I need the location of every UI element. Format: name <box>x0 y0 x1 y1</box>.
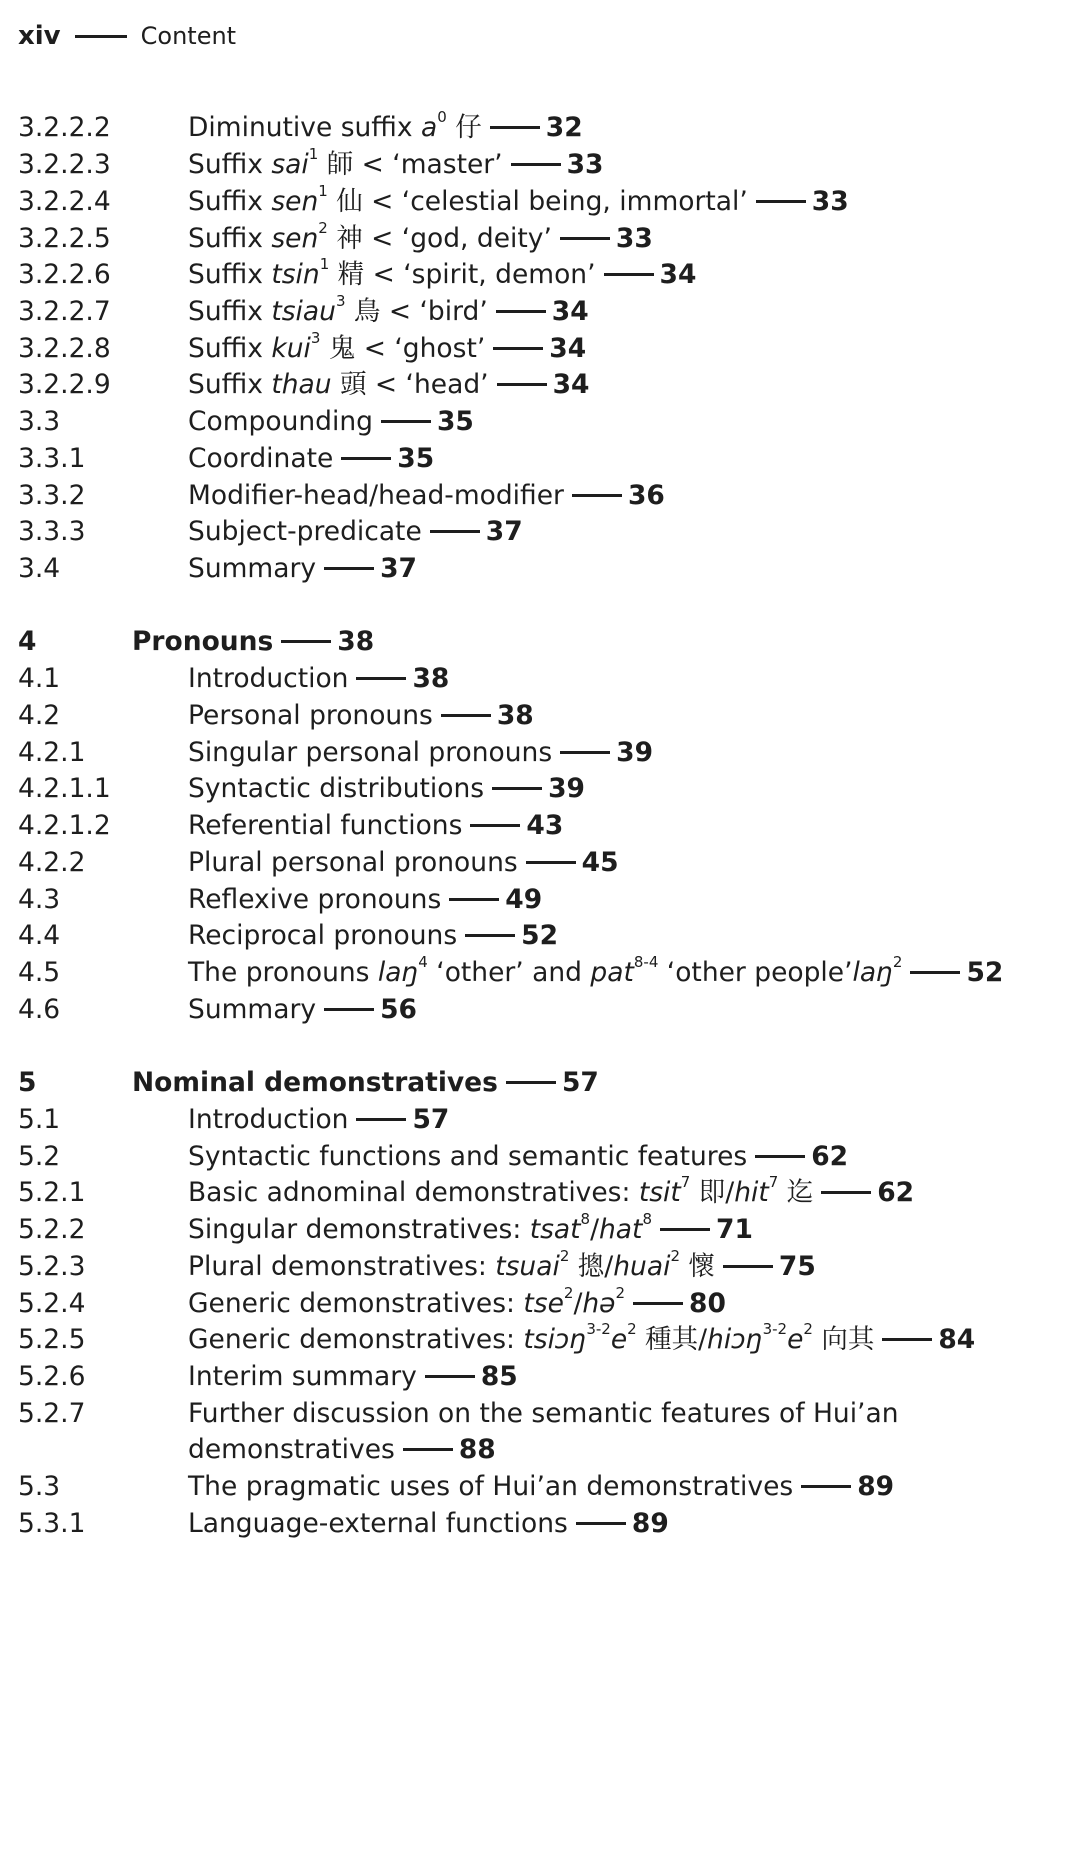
romanization: thau <box>271 369 332 400</box>
page-number: 45 <box>581 847 619 878</box>
title-text: 師 < ‘master’ <box>318 149 503 180</box>
section-number: 4.5 <box>18 957 61 988</box>
leader-dash <box>604 273 654 276</box>
section-number: 3.3.1 <box>18 443 86 474</box>
title-text: Reciprocal pronouns <box>188 920 458 951</box>
tone-superscript: 1 <box>308 145 319 164</box>
tone-superscript: 3-2 <box>586 1320 611 1339</box>
leader-dash <box>511 163 561 166</box>
section-number: 5.2.1 <box>18 1177 86 1208</box>
page-number: 56 <box>380 994 417 1025</box>
leader-dash <box>560 237 610 240</box>
toc-entry[interactable] <box>0 1502 1080 1546</box>
title-text: Plural personal pronouns <box>188 847 518 878</box>
page-number: 85 <box>480 1361 518 1392</box>
section-number: 3.2.2.6 <box>18 259 111 290</box>
leader-dash <box>403 1448 453 1451</box>
title-text: Diminutive suffix <box>188 112 422 143</box>
title-text: Basic adnominal demonstratives: <box>188 1177 639 1208</box>
section-number: 5.1 <box>18 1104 61 1135</box>
title-text: 精 < ‘spirit, demon’ <box>329 259 596 290</box>
title-text: 仙 < ‘celestial being, immortal’ <box>327 186 748 217</box>
title-text: 向其 <box>812 1324 875 1355</box>
title-text: Nominal demonstratives <box>132 1067 498 1098</box>
title-text: Reflexive pronouns <box>188 884 442 915</box>
title-text: Singular personal pronouns <box>188 737 553 768</box>
leader-dash <box>430 530 480 533</box>
romanization: huai <box>613 1251 671 1282</box>
tone-superscript: 2 <box>803 1320 813 1339</box>
title-text: Suffix <box>188 333 272 364</box>
leader-dash <box>576 1522 626 1525</box>
title-text: Syntactic distributions <box>188 773 485 804</box>
section-number: 4.6 <box>18 994 61 1025</box>
title-text: 迄 <box>778 1177 814 1208</box>
page-number: 34 <box>659 259 697 290</box>
title-text: Interim summary <box>188 1361 417 1392</box>
leader-dash <box>497 383 547 386</box>
romanization: e <box>787 1324 804 1355</box>
title-text: ‘other’ and <box>427 957 591 988</box>
section-number: 3.2.2.3 <box>18 149 111 180</box>
leader-dash <box>506 1081 556 1084</box>
title-text: 種其/ <box>636 1324 708 1355</box>
tone-superscript: 2 <box>627 1320 637 1339</box>
section-number: 5.2.5 <box>18 1324 86 1355</box>
section-title <box>188 547 417 591</box>
page-folio: xiv <box>18 21 61 51</box>
title-text: Syntactic functions and semantic features <box>188 1141 748 1172</box>
leader-dash <box>441 714 491 717</box>
page-number: 32 <box>545 112 583 143</box>
page-number: 43 <box>526 810 564 841</box>
tone-superscript: 2 <box>892 953 903 972</box>
title-text: The pragmatic uses of Hui’an demonstratives <box>188 1471 794 1502</box>
romanization: tsiɔŋ <box>523 1324 587 1355</box>
page-number: 49 <box>505 884 543 915</box>
section-number: 5.2.6 <box>18 1361 86 1392</box>
romanization: hat <box>599 1214 643 1245</box>
page-number: 62 <box>877 1177 915 1208</box>
header-rule <box>75 35 127 38</box>
leader-dash <box>490 126 540 129</box>
toc-entry[interactable] <box>0 547 1080 591</box>
section-number: 5.2.3 <box>18 1251 86 1282</box>
page-number: 33 <box>811 186 849 217</box>
title-text: Plural demonstratives: <box>188 1251 496 1282</box>
romanization: hə <box>582 1288 616 1319</box>
section-number: 5.2.7 <box>18 1398 86 1429</box>
tone-superscript: 8 <box>580 1210 591 1229</box>
leader-dash <box>882 1338 932 1341</box>
title-text: 神 < ‘god, deity’ <box>327 223 552 254</box>
tone-superscript: 2 <box>670 1247 680 1266</box>
romanization: kui <box>271 333 311 364</box>
section-number: 4 <box>18 626 37 657</box>
romanization: sen <box>271 223 319 254</box>
section-number: 4.2.2 <box>18 847 86 878</box>
title-text: Suffix <box>188 296 272 327</box>
romanization: tse <box>523 1288 564 1319</box>
tone-superscript: 2 <box>563 1284 574 1303</box>
title-text: demonstratives <box>188 1434 395 1465</box>
page-number: 89 <box>631 1508 669 1539</box>
title-text: Subject-predicate <box>188 516 422 547</box>
leader-dash <box>281 640 331 643</box>
title-text: ‘other people’ <box>658 957 853 988</box>
title-text: Compounding <box>188 406 373 437</box>
title-text: Introduction <box>188 663 349 694</box>
title-text: Suffix <box>188 223 272 254</box>
tone-superscript: 3 <box>335 292 346 311</box>
romanization: tsuai <box>495 1251 560 1282</box>
leader-dash <box>756 200 806 203</box>
section-number: 3.3.2 <box>18 480 86 511</box>
section-title <box>188 1502 669 1546</box>
leader-dash <box>465 934 515 937</box>
title-text: 即/ <box>690 1177 735 1208</box>
romanization: laŋ <box>377 957 419 988</box>
page-number: 84 <box>938 1324 976 1355</box>
page-number: 34 <box>552 369 590 400</box>
section-number: 3.2.2.4 <box>18 186 111 217</box>
leader-dash <box>821 1191 871 1194</box>
tone-superscript: 0 <box>437 108 447 127</box>
title-text: / <box>573 1288 583 1319</box>
tone-superscript: 8 <box>642 1210 652 1229</box>
leader-dash <box>801 1485 851 1488</box>
section-number: 5.2.4 <box>18 1288 86 1319</box>
title-text: Modifier-head/head-modifier <box>188 480 564 511</box>
title-text: Suffix <box>188 259 272 290</box>
leader-dash <box>910 971 960 974</box>
page-number: 88 <box>458 1434 496 1465</box>
page-number: 34 <box>549 333 587 364</box>
section-number: 4.3 <box>18 884 61 915</box>
leader-dash <box>356 677 406 680</box>
page-number: 33 <box>566 149 604 180</box>
title-text: Referential functions <box>188 810 463 841</box>
section-number: 3.4 <box>18 553 61 584</box>
title-text: 仔 <box>446 112 482 143</box>
page-number: 39 <box>616 737 654 768</box>
title-text: Further discussion on the semantic features of Hui’an <box>188 1398 899 1429</box>
section-number: 3.2.2.8 <box>18 333 111 364</box>
section-number: 5.2.2 <box>18 1214 86 1245</box>
section-number: 4.2 <box>18 700 61 731</box>
tone-superscript: 8-4 <box>633 953 659 972</box>
section-number: 5.3.1 <box>18 1508 86 1539</box>
leader-dash <box>560 751 610 754</box>
tone-superscript: 7 <box>680 1173 691 1192</box>
tone-superscript: 3 <box>310 329 321 348</box>
leader-dash <box>493 347 543 350</box>
running-title: Content <box>140 22 237 50</box>
title-text: Language-external functions <box>188 1508 568 1539</box>
leader-dash <box>572 494 622 497</box>
section-number: 4.4 <box>18 920 61 951</box>
romanization: tsiau <box>271 296 336 327</box>
page-number: 39 <box>548 773 585 804</box>
title-text: 摠/ <box>569 1251 614 1282</box>
page-number: 38 <box>496 700 534 731</box>
tone-superscript: 3-2 <box>762 1320 788 1339</box>
leader-dash <box>324 567 374 570</box>
leader-dash <box>526 861 576 864</box>
leader-dash <box>470 824 520 827</box>
title-text: / <box>590 1214 600 1245</box>
title-text: Pronouns <box>132 626 274 657</box>
page-number: 57 <box>412 1104 450 1135</box>
page-number: 75 <box>778 1251 816 1282</box>
tone-superscript: 2 <box>318 219 328 238</box>
section-number: 4.1 <box>18 663 61 694</box>
page-number: 80 <box>689 1288 726 1319</box>
title-text: 鬼 < ‘ghost’ <box>320 333 486 364</box>
leader-dash <box>324 1008 374 1011</box>
leader-dash <box>633 1302 683 1305</box>
page-number: 35 <box>436 406 474 437</box>
leader-dash <box>755 1155 805 1158</box>
romanization: laŋ <box>852 957 893 988</box>
title-text: Summary <box>188 994 317 1025</box>
tone-superscript: 1 <box>319 255 330 274</box>
title-text: Coordinate <box>188 443 334 474</box>
romanization: tsat <box>529 1214 581 1245</box>
leader-dash <box>660 1228 710 1231</box>
leader-dash <box>381 420 431 423</box>
section-title <box>188 988 417 1032</box>
title-text: 鳥 < ‘bird’ <box>345 296 488 327</box>
title-text: 頭 < ‘head’ <box>331 369 489 400</box>
title-text: Generic demonstratives: <box>188 1324 524 1355</box>
section-number: 3.2.2.7 <box>18 296 111 327</box>
title-text: Introduction <box>188 1104 349 1135</box>
leader-dash <box>341 457 391 460</box>
title-text: Suffix <box>188 186 272 217</box>
romanization: hiɔŋ <box>707 1324 763 1355</box>
page-number: 34 <box>551 296 589 327</box>
section-number: 3.3 <box>18 406 61 437</box>
romanization: sai <box>271 149 309 180</box>
title-text: Personal pronouns <box>188 700 433 731</box>
tone-superscript: 4 <box>418 953 428 972</box>
tone-superscript: 2 <box>615 1284 626 1303</box>
page-number: 52 <box>521 920 559 951</box>
section-number: 5.2 <box>18 1141 61 1172</box>
page-number: 33 <box>615 223 653 254</box>
page-number: 36 <box>627 480 665 511</box>
leader-dash <box>356 1118 406 1121</box>
section-number: 4.2.1 <box>18 737 86 768</box>
page-number: 35 <box>397 443 435 474</box>
section-number: 3.2.2.2 <box>18 112 111 143</box>
page-number: 71 <box>716 1214 753 1245</box>
page-number: 57 <box>561 1067 599 1098</box>
title-text: Summary <box>188 553 317 584</box>
title-text: Generic demonstratives: <box>188 1288 524 1319</box>
section-number: 3.2.2.5 <box>18 223 111 254</box>
romanization: pat <box>590 957 634 988</box>
page-number: 37 <box>380 553 417 584</box>
leader-dash <box>723 1265 773 1268</box>
romanization: hit <box>734 1177 769 1208</box>
romanization: tsit <box>638 1177 681 1208</box>
leader-dash <box>492 787 542 790</box>
title-text: Suffix <box>188 369 272 400</box>
romanization: tsin <box>271 259 320 290</box>
tone-superscript: 7 <box>768 1173 779 1192</box>
title-text: The pronouns <box>188 957 378 988</box>
section-number: 5.3 <box>18 1471 61 1502</box>
romanization: a <box>421 112 438 143</box>
section-number: 4.2.1.1 <box>18 773 111 804</box>
section-number: 4.2.1.2 <box>18 810 111 841</box>
section-number: 5 <box>18 1067 37 1098</box>
romanization: e <box>610 1324 628 1355</box>
page-number: 37 <box>485 516 523 547</box>
page-number: 62 <box>811 1141 849 1172</box>
page-number: 38 <box>337 626 375 657</box>
romanization: sen <box>271 186 319 217</box>
section-number: 3.2.2.9 <box>18 369 111 400</box>
title-text: Suffix <box>188 149 272 180</box>
toc-entry[interactable] <box>0 988 1080 1032</box>
title-text: 懷 <box>679 1251 715 1282</box>
leader-dash <box>496 310 546 313</box>
tone-superscript: 2 <box>559 1247 570 1266</box>
page-number: 38 <box>412 663 450 694</box>
leader-dash <box>425 1375 475 1378</box>
title-text: Singular demonstratives: <box>188 1214 530 1245</box>
section-number: 3.3.3 <box>18 516 86 547</box>
leader-dash <box>449 898 499 901</box>
running-header <box>18 14 236 58</box>
tone-superscript: 1 <box>318 182 328 201</box>
page-number: 52 <box>966 957 1004 988</box>
page-number: 89 <box>857 1471 895 1502</box>
